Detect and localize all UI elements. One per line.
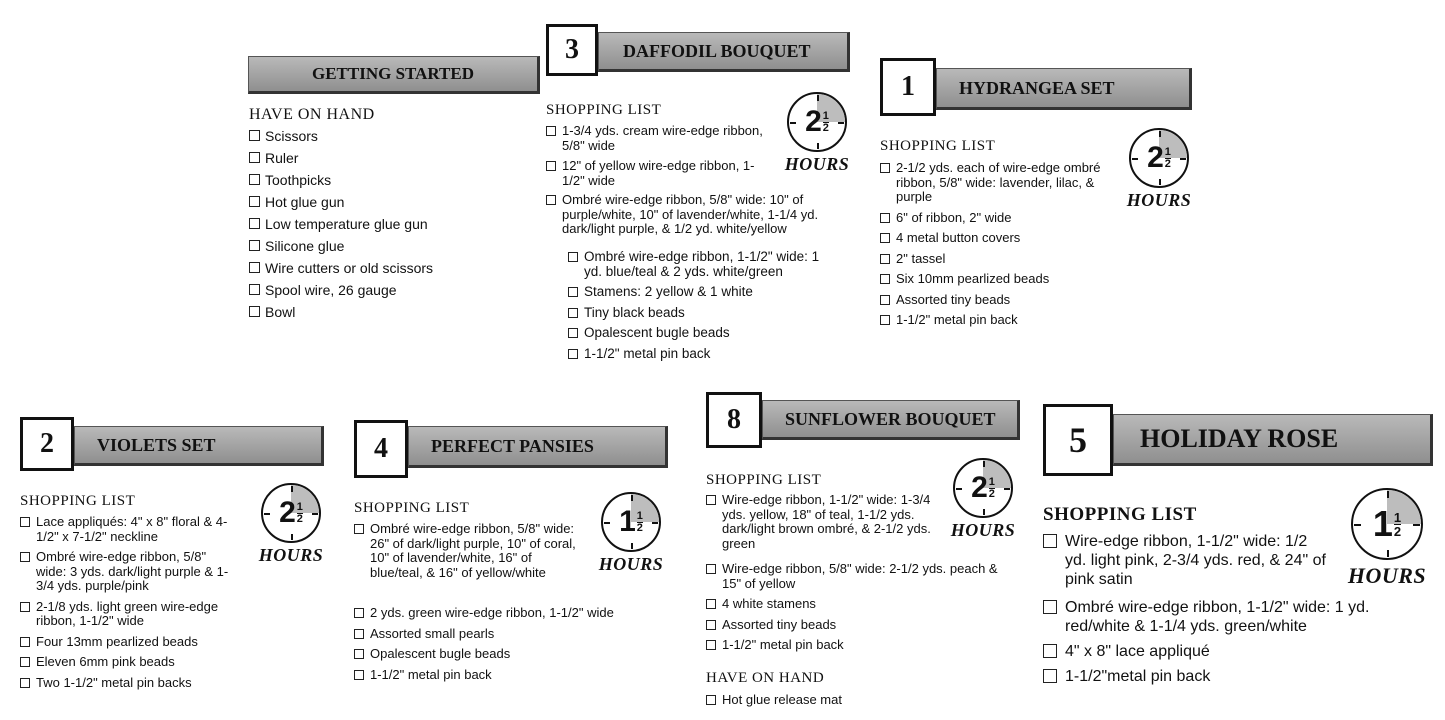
checkbox[interactable]	[568, 328, 578, 338]
shopping-list-column-two	[568, 250, 838, 367]
checkbox[interactable]	[249, 130, 260, 141]
list-item: 2" tassel	[880, 252, 1105, 267]
list-item: Wire-edge ribbon, 5/8" wide: 2-1/2 yds. peach & 15" of yellow	[706, 562, 1006, 591]
shopping-list-heading: SHOPPING LIST	[880, 138, 996, 154]
hours-label: HOURS	[598, 554, 664, 574]
list-item: Wire cutters or old scissors	[249, 260, 539, 276]
checkbox[interactable]	[706, 620, 716, 630]
list-item: Ombré wire-edge ribbon, 5/8" wide: 3 yds. dark/light purple & 1-3/4 yds. purple/pink	[20, 550, 240, 594]
list-item: Hot glue release mat	[706, 693, 1006, 708]
have-on-hand-heading: HAVE ON HAND	[706, 670, 825, 686]
list-item: 1-1/2" metal pin back	[354, 668, 664, 683]
shopping-list-heading: SHOPPING LIST	[706, 472, 822, 488]
checkbox[interactable]	[568, 252, 578, 262]
have-on-hand-heading: HAVE ON HAND	[249, 106, 375, 123]
checkbox[interactable]	[20, 657, 30, 667]
project-number: 2	[20, 417, 74, 471]
project-number: 3	[546, 24, 598, 76]
checkbox[interactable]	[20, 517, 30, 527]
list-item: 4 metal button covers	[880, 231, 1105, 246]
checkbox[interactable]	[546, 195, 556, 205]
shopping-list-continued	[546, 193, 842, 243]
checkbox[interactable]	[354, 608, 364, 618]
list-item: Silicone glue	[249, 238, 539, 254]
hours-badge	[946, 458, 1020, 541]
list-item: 2 yds. green wire-edge ribbon, 1-1/2" wide	[354, 606, 664, 621]
list-item: Ombré wire-edge ribbon, 5/8" wide: 10" of purple/white, 10" of lavender/white, 1-1/4 yd. dark/light purple, & 1/2 yd. white/yellow	[546, 193, 842, 237]
hours-label: HOURS	[950, 520, 1016, 540]
list-item: Four 13mm pearlized beads	[20, 635, 240, 650]
checkbox[interactable]	[1043, 644, 1057, 658]
clock-icon: 2 $\frac{1}{2}$	[787, 92, 847, 152]
hours-badge	[780, 92, 854, 175]
project-number: 1	[880, 58, 936, 116]
clock-icon: 2 $\frac{1}{2}$	[261, 483, 321, 543]
clock-icon: 1 $\frac{1}{2}$	[1351, 488, 1423, 560]
list-item: Wire-edge ribbon, 1-1/2" wide: 1-3/4 yds. yellow, 18" of teal, 1-1/2 yds. dark/light brown ombré, & 2-1/2 yds. green	[706, 493, 932, 551]
clock-icon: 1 $\frac{1}{2}$	[601, 492, 661, 552]
checkbox[interactable]	[706, 599, 716, 609]
checkbox[interactable]	[249, 284, 260, 295]
checkbox[interactable]	[249, 218, 260, 229]
list-item: 4" x 8" lace appliqué	[1043, 642, 1428, 661]
list-item: Ombré wire-edge ribbon, 1-1/2" wide: 1 yd. red/white & 1-1/4 yds. green/white	[1043, 598, 1428, 636]
list-item: Ombré wire-edge ribbon, 5/8" wide: 26" of dark/light purple, 10" of coral, 10" of lavender/white, 16" of blue/teal, & 16" of yellow/white	[354, 522, 582, 580]
checkbox[interactable]	[546, 161, 556, 171]
checkbox[interactable]	[880, 274, 890, 284]
list-item: Ombré wire-edge ribbon, 1-1/2" wide: 1 yd. blue/teal & 2 yds. white/green	[568, 250, 838, 279]
shopping-list	[880, 161, 1105, 334]
clock-icon: 2 $\frac{1}{2}$	[953, 458, 1013, 518]
checkbox[interactable]	[249, 174, 260, 185]
checkbox[interactable]	[546, 126, 556, 136]
project-title: DAFFODIL BOUQUET	[598, 32, 850, 72]
checkbox[interactable]	[354, 649, 364, 659]
list-item: Six 10mm pearlized beads	[880, 272, 1105, 287]
list-item: 6" of ribbon, 2" wide	[880, 211, 1105, 226]
list-item: Bowl	[249, 304, 539, 320]
list-item: 2-1/8 yds. light green wire-edge ribbon, 1-1/2" wide	[20, 600, 240, 629]
project-title: PERFECT PANSIES	[408, 426, 668, 468]
project-title: VIOLETS SET	[74, 426, 324, 466]
checkbox[interactable]	[880, 163, 890, 173]
list-item: Wire-edge ribbon, 1-1/2" wide: 1/2 yd. light pink, 2-3/4 yds. red, & 24" of pink satin	[1043, 532, 1333, 589]
checkbox[interactable]	[568, 308, 578, 318]
shopping-list-heading: SHOPPING LIST	[354, 500, 470, 516]
shopping-list-heading: SHOPPING LIST	[546, 102, 662, 118]
project-title: HOLIDAY ROSE	[1113, 414, 1433, 466]
checkbox[interactable]	[880, 295, 890, 305]
hours-badge	[1120, 128, 1198, 211]
list-item: 1-1/2"metal pin back	[1043, 667, 1428, 686]
checkbox[interactable]	[1043, 669, 1057, 683]
list-item: 1-1/2" metal pin back	[706, 638, 1006, 653]
hours-label: HOURS	[258, 545, 324, 565]
list-item: Spool wire, 26 gauge	[249, 282, 539, 298]
checkbox[interactable]	[706, 695, 716, 705]
project-title: SUNFLOWER BOUQUET	[762, 400, 1020, 440]
checkbox[interactable]	[249, 152, 260, 163]
checkbox[interactable]	[568, 287, 578, 297]
hours-label: HOURS	[784, 154, 850, 174]
list-item: Ruler	[249, 150, 539, 166]
checkbox[interactable]	[706, 495, 716, 505]
list-item: Assorted tiny beads	[880, 293, 1105, 308]
list-item: Assorted tiny beads	[706, 618, 1006, 633]
list-item: Assorted small pearls	[354, 627, 664, 642]
getting-started-title: GETTING STARTED	[248, 56, 540, 94]
shopping-list-heading: SHOPPING LIST	[1043, 504, 1197, 525]
shopping-list	[706, 493, 932, 557]
shopping-list-continued	[1043, 598, 1428, 692]
clock-icon: 2 $\frac{1}{2}$	[1129, 128, 1189, 188]
have-on-hand-list	[249, 128, 539, 326]
shopping-list	[1043, 532, 1333, 595]
checkbox[interactable]	[249, 306, 260, 317]
checkbox[interactable]	[1043, 534, 1057, 548]
list-item: 12" of yellow wire-edge ribbon, 1-1/2" wide	[546, 159, 774, 188]
checkbox[interactable]	[354, 629, 364, 639]
checkbox[interactable]	[880, 213, 890, 223]
checkbox[interactable]	[20, 602, 30, 612]
checkbox[interactable]	[20, 552, 30, 562]
checkbox[interactable]	[249, 240, 260, 251]
checkbox[interactable]	[568, 349, 578, 359]
hours-label: HOURS	[1347, 563, 1427, 588]
list-item: 1-1/2" metal pin back	[880, 313, 1105, 328]
project-number: 8	[706, 392, 762, 448]
project-title: HYDRANGEA SET	[936, 68, 1192, 110]
list-item: 1-1/2" metal pin back	[568, 347, 838, 362]
list-item: Hot glue gun	[249, 194, 539, 210]
list-item: Opalescent bugle beads	[354, 647, 664, 662]
shopping-list-heading: SHOPPING LIST	[20, 493, 136, 509]
shopping-list-continued	[706, 562, 1006, 659]
have-on-hand-list	[706, 693, 1006, 714]
list-item: 4 white stamens	[706, 597, 1006, 612]
hours-badge	[254, 483, 328, 566]
list-item: 1-3/4 yds. cream wire-edge ribbon, 5/8" wide	[546, 124, 774, 153]
project-number: 4	[354, 420, 408, 478]
shopping-list	[546, 124, 774, 194]
hours-label: HOURS	[1126, 190, 1192, 210]
shopping-list	[20, 515, 240, 696]
checkbox[interactable]	[880, 233, 890, 243]
checkbox[interactable]	[249, 262, 260, 273]
checkbox[interactable]	[20, 637, 30, 647]
list-item: Stamens: 2 yellow & 1 white	[568, 285, 838, 300]
checkbox[interactable]	[249, 196, 260, 207]
shopping-list-continued	[354, 606, 664, 688]
checkbox[interactable]	[706, 564, 716, 574]
list-item: Two 1-1/2" metal pin backs	[20, 676, 240, 691]
list-item: 2-1/2 yds. each of wire-edge ombré ribbon, 5/8" wide: lavender, lilac, & purple	[880, 161, 1105, 205]
checkbox[interactable]	[1043, 600, 1057, 614]
list-item: Tiny black beads	[568, 306, 838, 321]
list-item: Toothpicks	[249, 172, 539, 188]
checkbox[interactable]	[354, 524, 364, 534]
list-item: Low temperature glue gun	[249, 216, 539, 232]
list-item: Eleven 6mm pink beads	[20, 655, 240, 670]
project-number: 5	[1043, 404, 1113, 476]
checkbox[interactable]	[354, 670, 364, 680]
hours-badge	[594, 492, 668, 575]
list-item: Opalescent bugle beads	[568, 326, 838, 341]
checkbox[interactable]	[880, 315, 890, 325]
list-item: Lace appliqués: 4" x 8" floral & 4-1/2" x 7-1/2" neckline	[20, 515, 240, 544]
shopping-list	[354, 522, 582, 586]
checkbox[interactable]	[706, 640, 716, 650]
list-item: Scissors	[249, 128, 539, 144]
checkbox[interactable]	[880, 254, 890, 264]
hours-badge	[1339, 488, 1435, 589]
checkbox[interactable]	[20, 678, 30, 688]
